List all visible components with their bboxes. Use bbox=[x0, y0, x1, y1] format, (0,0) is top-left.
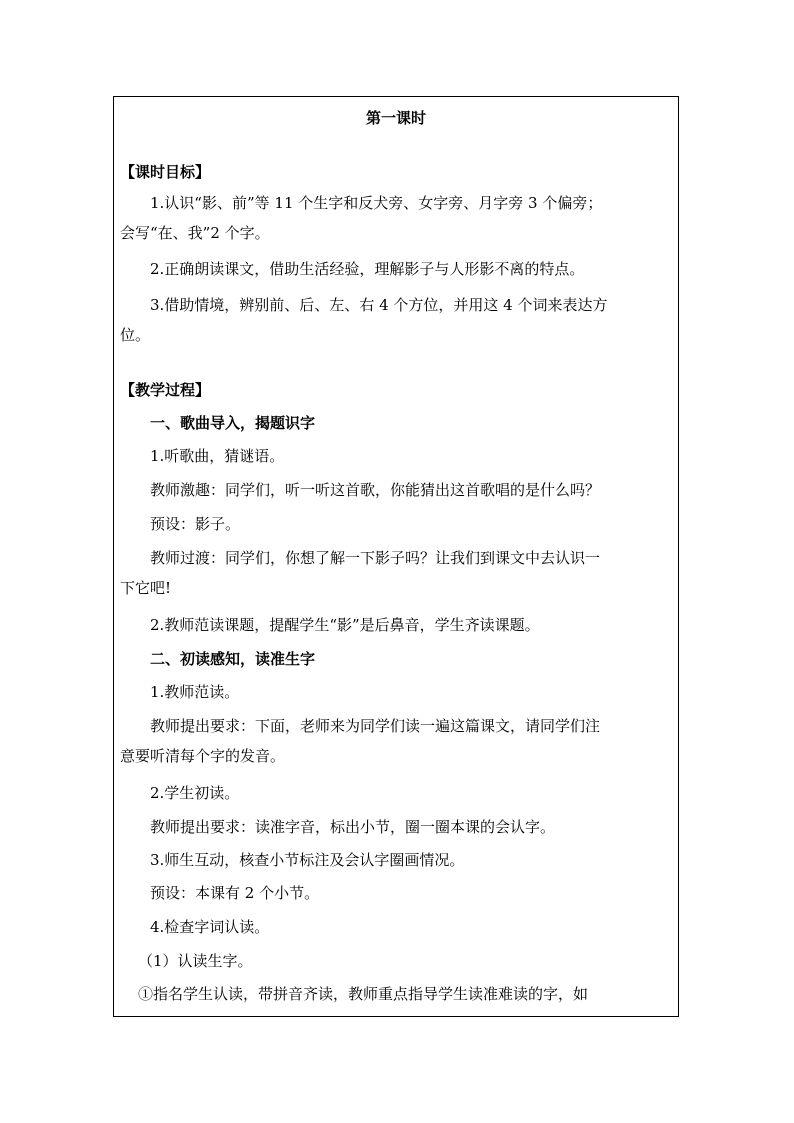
step-2-4-subitem-detail: ①指名学生认读，带拼音齐读，教师重点指导学生读准难读的字，如 bbox=[138, 985, 589, 1003]
step-2-1-requirement-line-1: 教师提出要求：下面，老师来为同学们读一遍这篇课文，请同学们注 bbox=[150, 717, 601, 735]
step-2-1: 1.教师范读。 bbox=[150, 683, 240, 701]
step-1-1-preset: 预设：影子。 bbox=[150, 515, 241, 533]
step-2-1-requirement-line-2: 意要听清每个字的发音。 bbox=[120, 747, 286, 765]
process-heading: 【教学过程】 bbox=[120, 381, 211, 399]
step-2-4: 4.检查字词认读。 bbox=[150, 918, 270, 936]
objective-3 bbox=[120, 290, 670, 350]
step-2-3: 3.师生互动，核查小节标注及会认字圈画情况。 bbox=[150, 851, 465, 869]
step-1-1-transition-line-2: 下它吧! bbox=[120, 579, 172, 597]
step-1-1-transition-line-1: 教师过渡：同学们，你想了解一下影子吗？让我们到课文中去认识一 bbox=[150, 549, 601, 567]
step-2-2: 2.学生初读。 bbox=[150, 784, 240, 802]
objective-1-line-1: 1.认识“影、前”等 11 个生字和反犬旁、女字旁、月字旁 3 个偏旁； bbox=[150, 194, 603, 212]
lesson-table-cell bbox=[113, 96, 679, 1017]
lesson-title: 第一课时 bbox=[365, 109, 426, 127]
step-2-4-subitem: （1）认读生字。 bbox=[138, 952, 253, 970]
objectives-heading: 【课时目标】 bbox=[120, 163, 211, 181]
objective-1-line-2: 会写“在、我”2 个字。 bbox=[120, 224, 270, 242]
section-2-heading: 二、初读感知，读准生字 bbox=[150, 650, 316, 668]
step-1-1-transition bbox=[120, 543, 670, 603]
section-1-heading: 一、歌曲导入，揭题识字 bbox=[150, 414, 316, 432]
step-1-1: 1.听歌曲，猜谜语。 bbox=[150, 447, 285, 465]
step-2-2-requirement: 教师提出要求：读准字音，标出小节，圈一圈本课的会认字。 bbox=[150, 818, 556, 836]
objective-3-line-2: 位。 bbox=[120, 326, 151, 344]
objective-3-line-1: 3.借助情境，辨别前、后、左、右 4 个方位，并用这 4 个词来表达方 bbox=[150, 296, 608, 314]
objective-2: 2.正确朗读课文，借助生活经验，理解影子与人形影不离的特点。 bbox=[150, 260, 585, 278]
objective-1 bbox=[120, 188, 670, 248]
step-1-1-teacher: 教师激趣：同学们，听一听这首歌，你能猜出这首歌唱的是什么吗？ bbox=[150, 481, 601, 499]
step-1-2: 2.教师范读课题，提醒学生“影”是后鼻音，学生齐读课题。 bbox=[150, 616, 540, 634]
step-2-3-preset: 预设：本课有 2 个小节。 bbox=[150, 884, 320, 902]
step-2-1-requirement bbox=[120, 711, 670, 771]
